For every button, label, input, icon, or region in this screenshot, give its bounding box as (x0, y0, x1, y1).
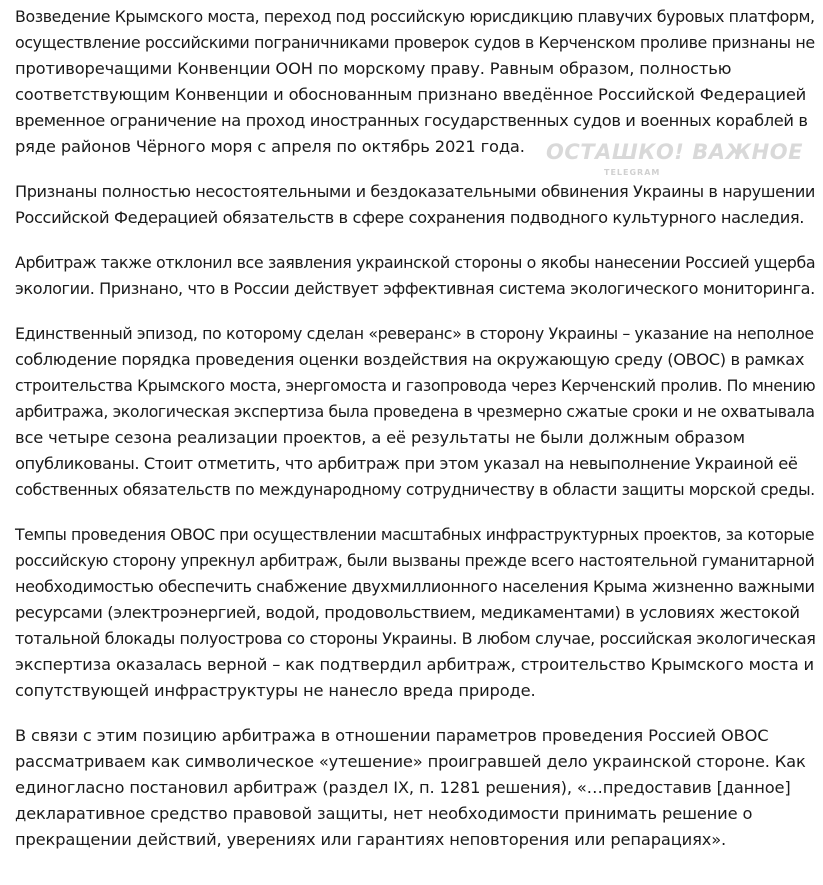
text-line: Возведение Крымского моста, переход под российскую юрисдикцию плавучих буровых платформ, (15, 7, 815, 26)
text-line: рассматриваем как символическое «утешение» проигравшей дело украинской стороне. Как (15, 752, 806, 771)
watermark-subtitle: TELEGRAM (604, 168, 661, 177)
text-line: ресурсами (электроэнергией, водой, продовольствием, медикаментами) в условиях жестокой (15, 603, 800, 622)
text-line: ряде районов Чёрного моря с апреля по октябрь 2021 года. (15, 137, 525, 156)
text-line: временное ограничение на проход иностранных государственных судов и военных кораблей в (15, 111, 808, 130)
paragraph (15, 179, 815, 231)
paragraph (15, 723, 815, 853)
text-line: экспертиза оказалась верной – как подтвердил арбитраж, строительство Крымского моста и (15, 655, 814, 674)
text-line: прекращении действий, уверениях или гарантиях неповторения или репарациях». (15, 830, 727, 849)
text-line: арбитража, экологическая экспертиза была проведена в чрезмерно сжатые сроки и не охватывала (15, 402, 815, 421)
text-line: собственных обязательств по международному сотрудничеству в области защиты морской среды. (15, 480, 815, 499)
text-line: соответствующим Конвенции и обоснованным признано введённое Российской Федерацией (15, 85, 807, 104)
text-line: все четыре сезона реализации проектов, а её результаты не были должным образом (15, 428, 745, 447)
paragraph (15, 321, 815, 503)
text-line: Темпы проведения ОВОС при осуществлении масштабных инфраструктурных проектов, за которые (15, 526, 815, 544)
text-line: соблюдение порядка проведения оценки воздействия на окружающую среду (ОВОС) в рамках (15, 350, 805, 369)
paragraph (15, 250, 815, 302)
article-body (15, 4, 815, 872)
text-line: тотальной блокады полуострова со стороны Украины. В любом случае, российская экологическая (15, 629, 816, 648)
text-line: Арбитраж также отклонил все заявления украинской стороны о якобы нанесении Россией ущерба (15, 253, 816, 272)
paragraph (15, 522, 815, 704)
text-line: российскую сторону упрекнул арбитраж, были вызваны прежде всего настоятельной гуманитарной (15, 552, 815, 570)
text-line: осуществление российскими пограничниками проверок судов в Керченском проливе признаны не (15, 33, 815, 52)
text-line: опубликованы. Стоит отметить, что арбитраж при этом указал на невыполнение Украиной её (15, 454, 798, 473)
text-line: Признаны полностью несостоятельными и бездоказательными обвинения Украины в нарушении (15, 182, 815, 201)
text-line: необходимостью обеспечить снабжение двухмиллионного населения Крыма жизненно важными (15, 577, 815, 596)
text-line: экологии. Признано, что в России действует эффективная система экологического мониторинга. (15, 279, 815, 298)
text-line: строительства Крымского моста, энергомоста и газопровода через Керченский пролив. По мнению (15, 376, 816, 395)
text-line: Единственный эпизод, по которому сделан «реверанс» в сторону Украины – указание на неполное (15, 324, 814, 343)
watermark-title: ОСТАШКО! ВАЖНОЕ (546, 140, 803, 164)
text-line: В связи с этим позицию арбитража в отношении параметров проведения Россией ОВОС (15, 726, 769, 745)
text-line: единогласно постановил арбитраж (раздел IX, п. 1281 решения), «…предоставив [данное] (15, 778, 791, 797)
text-line: противоречащими Конвенции ООН по морскому праву. Равным образом, полностью (15, 59, 732, 78)
text-line: Российской Федерацией обязательств в сфере сохранения подводного культурного наследия. (15, 208, 805, 227)
text-line: декларативное средство правовой защиты, нет необходимости принимать решение о (15, 804, 753, 823)
text-line: сопутствующей инфраструктуры не нанесло вреда природе. (15, 681, 536, 700)
paragraph (15, 4, 815, 160)
